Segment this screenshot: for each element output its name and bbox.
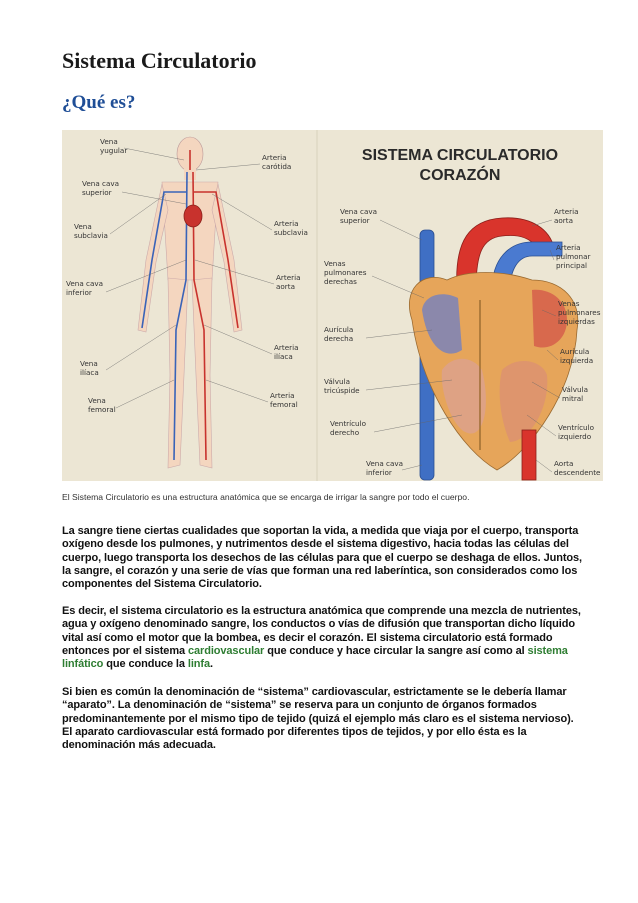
section-heading: ¿Qué es? <box>62 92 136 113</box>
svg-text:Vena cavainferior: Vena cava inferior <box>66 279 104 297</box>
paragraph-3: Si bien es común la denominación de “sistema” cardiovascular, estrictamente se le debería llamar “aparato”. La denominación de “sistema” se reserva para un conjunto de órganos formados predominantemente por el mismo tipo de tejido (quizá el ejemplo más claro es el sistema nervioso). El aparato cardiovascular está formado por diferentes tipos de tejidos, y por ello ésta es la denominación más adecuada. <box>62 686 574 752</box>
label-ventriculo-izquierdo: Ventrículo <box>558 423 595 432</box>
label-vena-femoral: Vena <box>88 396 106 405</box>
label-valvula-tricuspide: Válvula <box>324 377 350 386</box>
label-auricula-derecha: Aurícula <box>324 325 354 334</box>
svg-text:Venaspulmonaresderechas: Venas pulmonares derechas <box>324 259 367 286</box>
label-venas-pulmonares-derechas: Venas <box>324 259 346 268</box>
figure-caption: El Sistema Circulatorio es una estructura anatómica que se encarga de irrigar la sangre por todo el cuerpo. <box>62 492 470 502</box>
body-silhouette <box>138 137 242 468</box>
svg-text:Aurículaizquierda: Aurícula izquierda <box>560 347 594 365</box>
svg-text:Arteriailíaca: Arteria ilíaca <box>274 343 299 361</box>
label-heart-vena-cava-superior: Vena cava <box>340 207 378 216</box>
label-auricula-izquierda: Aurícula <box>560 347 590 356</box>
label-vena-iliaca: Vena <box>80 359 98 368</box>
paragraph-2-text-b: que conduce y hace circular la sangre así como al <box>264 644 528 657</box>
page-title: Sistema Circulatorio <box>62 48 257 73</box>
svg-text:Vena cavainferior: Vena cava inferior <box>366 459 404 477</box>
banner-line2: CORAZÓN <box>419 167 501 184</box>
banner-line1: SISTEMA CIRCULATORIO <box>361 147 559 164</box>
label-vena-yugular: Vena <box>100 137 118 146</box>
svg-text:Válvulatricúspide: Válvula tricúspide <box>324 377 360 395</box>
banner <box>362 147 558 184</box>
label-heart-vena-cava-inferior: Vena cava <box>366 459 404 468</box>
svg-text:Arteriapulmonarprincipal: Arteria pulmonar principal <box>556 243 591 270</box>
heart-illustration <box>409 218 577 480</box>
svg-text:Arteriafemoral: Arteria femoral <box>270 391 298 409</box>
label-aorta-descendente: Aorta <box>554 459 574 468</box>
svg-text:Arteriacarótida: Arteria carótida <box>262 153 292 171</box>
circulatory-system-figure <box>62 130 603 481</box>
label-arteria-femoral: Arteria <box>270 391 295 400</box>
label-venas-pulmonares-izquierdas: Venas <box>558 299 580 308</box>
paragraph-1: La sangre tiene ciertas cualidades que soportan la vida, a medida que viaja por el cuerpo, transporta oxígeno desde los pulmones, y nutrimentos desde el sistema digestivo, hacia todas las células del cuerpo, luego transporta los desechos de las células para que el cuerpo se deshaga de ellos. Juntos, la sangre, el corazón y una serie de vías que forman una red laberíntica, son considerados como los componentes del Sistema Circulatorio. <box>62 525 583 591</box>
svg-text:Ventrículoderecho: Ventrículo derecho <box>330 419 367 437</box>
label-heart-arteria-aorta: Arteria <box>554 207 579 216</box>
paragraph-2-text-d: . <box>210 658 213 671</box>
label-valvula-mitral: Válvula <box>562 385 588 394</box>
svg-text:Venaspulmonaresizquierdas: Venas pulmonares izquierdas <box>558 299 601 326</box>
circulatory-illustration <box>62 130 603 481</box>
svg-text:Vena cavasuperior: Vena cava superior <box>82 179 120 197</box>
label-vena-cava-superior: Vena cava <box>82 179 120 188</box>
label-vena-cava-inferior: Vena cava <box>66 279 104 288</box>
svg-text:Aurículaderecha: Aurícula derecha <box>324 325 354 343</box>
svg-text:Arteriaaorta: Arteria aorta <box>276 273 301 291</box>
label-arteria-carotida: Arteria <box>262 153 287 162</box>
svg-text:Arteriaaorta: Arteria aorta <box>554 207 579 225</box>
paragraph-2-text-a: Es decir, el sistema circulatorio es la estructura anatómica que comprende una mezcla de nutrientes, agua y oxígeno denominado sangre, los conductos o vías de difusión que transportan dicho líquido vital así como el motor que la bombea, es decir el corazón. El sistema circulatorio está formado entonces por el sistema <box>62 605 581 657</box>
label-vena-subclavia: Vena <box>74 222 92 231</box>
svg-text:Válvulamitral: Válvula mitral <box>562 385 588 403</box>
svg-text:Arteriasubclavia: Arteria subclavia <box>274 219 308 237</box>
svg-text:Aortadescendente: Aorta descendente <box>554 459 601 477</box>
link-linfa[interactable]: linfa <box>187 658 210 671</box>
label-arteria-subclavia: Arteria <box>274 219 299 228</box>
label-arteria-pulmonar: Arteria <box>556 243 581 252</box>
paragraph-2-text-c: que conduce la <box>103 658 188 671</box>
svg-text:Venailíaca: Vena ilíaca <box>80 359 99 377</box>
label-arteria-aorta: Arteria <box>276 273 301 282</box>
link-cardiovascular[interactable]: cardiovascular <box>187 644 265 657</box>
link-sistema-linfatico[interactable]: sistema linfático <box>62 644 568 671</box>
svg-text:Venafemoral: Vena femoral <box>88 396 116 414</box>
label-ventriculo-derecho: Ventrículo <box>330 419 367 428</box>
svg-text:Venasubclavia: Vena subclavia <box>74 222 108 240</box>
svg-text:Ventrículoizquierdo: Ventrículo izquierdo <box>558 423 595 441</box>
paragraph-2 <box>62 605 582 671</box>
label-arteria-iliaca: Arteria <box>274 343 299 352</box>
svg-text:Venayugular: Vena yugular <box>100 137 128 155</box>
svg-text:Vena cavasuperior: Vena cava superior <box>340 207 378 225</box>
